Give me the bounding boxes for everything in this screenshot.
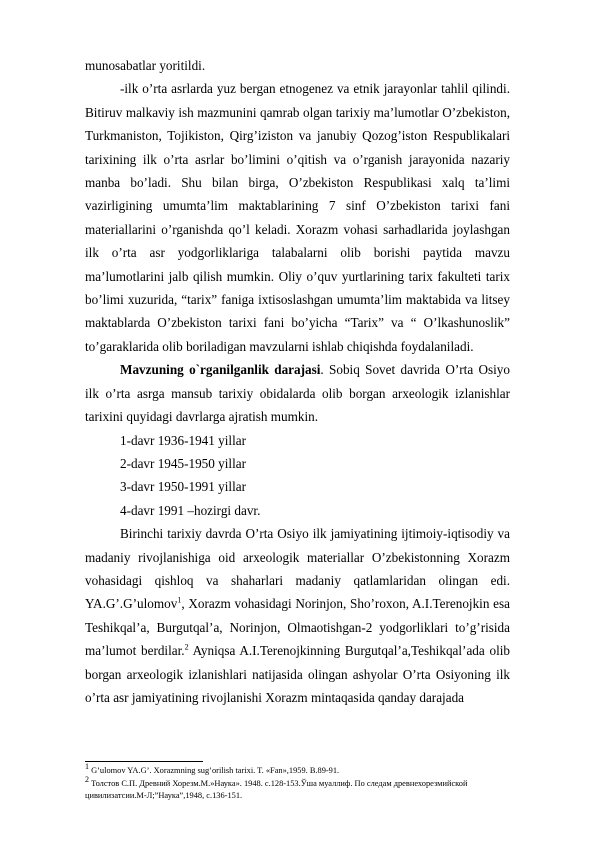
paragraph-text: . Sobiq Sovet davrida O’rta Osiyo ilk o’rta asrga mansub tarixiy obidalarda olib borgan arxeologik izlanishlar tarixini quyidagi davrlarga ajratish mumkin. — [85, 362, 510, 425]
footnote-ref[interactable]: 1 — [177, 595, 182, 605]
paragraph-first-period — [85, 522, 510, 709]
footnotes — [85, 762, 510, 803]
period-item: 2-davr 1945-1950 yillar — [120, 455, 246, 471]
footnote-ref[interactable]: 2 — [184, 642, 189, 652]
period-item: 3-davr 1950-1991 yillar — [120, 479, 246, 495]
document-body — [85, 54, 510, 709]
footnote-number: 2 — [85, 774, 89, 784]
footnote-divider — [85, 761, 203, 762]
paragraph-continuation: munosabatlar yoritildi. — [85, 58, 206, 73]
footnote-number: 1 — [85, 762, 89, 772]
footnote — [85, 762, 510, 778]
footnote-text: G’ulomov YA.G’. Xorazmning sug’orilish tarixi. T. «Fan»,1959. B.89-91. — [89, 766, 340, 775]
period-item: 4-davr 1991 –hozirgi davr. — [120, 502, 261, 518]
paragraph-study-level — [85, 358, 510, 428]
paragraph-text: , Xorazm vohasidagi Norinjon, Sho’roxon, A.I.Terenojkin esa Teshikqal’a, Burgutqal’a, Norinjon, Olmaotishgan-2 yodgorliklari to’g’risida ma’lumot berdilar. — [85, 596, 510, 659]
paragraph-significance: -ilk o’rta asrlarda yuz bergan etnogenez va etnik jarayonlar tahlil qilindi. Bitiruv malkaviy ish mazmunini qamrab olgan tarixiy ma’lumotlar O’zbekiston, Turkmaniston, Tojikiston, Qirg’iziston va janubiy Qozog’iston Respublikalari tarixining ilk o’rta asrlar bo’limini o’qitish va o’rganish jarayonida nazariy manba bo’ladi. Shu bilan birga, O’zbekiston Respublikasi xalq ta’limi vazirligining umumta’lim maktablarining 7 sinf O’zbekiston tarixi fani materiallarini o’rganishda qo’l keladi. Xorazm vohasi sarhadlarida joylashgan ilk o’rta asr yodgorliklariga talabalarni olib borishi paytida mavzu ma’lumotlarini jalb qilish mumkin. Oliy o’quv yurtlarining tarix fakulteti tarix bo’limi xuzurida, “tarix” faniga ixtisoslashgan umumta’lim maktabida va litsey maktablarda O’zbekiston tarixi fani bo’yicha “Tarix” va “ O’lkashunoslik” to’garaklarida olib boriladigan mavzularni ishlab chiqishda foydalaniladi. — [85, 81, 510, 354]
section-heading: Mavzuning o`rganilganlik darajasi — [120, 362, 321, 378]
paragraph-text: Ayniqsa A.I.Terenojkinning Burgutqal’a,Teshikqal’ada olib borgan arxeologik izlanishlari natijasida olingan ashyolar O’rta Osiyoning ilk o’rta asr jamiyatining rivojlanishi Xorazm mintaqasida qanday darajada — [85, 643, 510, 705]
footnote-text: Толстов С.П. Древний Хорезм.М.»Наука». 1948. с.128-153.Ўша муаллиф. По следам древнехорезмийской цивилизатсии.М-Л;”Наука”,1948, с.136-151. — [85, 778, 468, 801]
period-item: 1-davr 1936-1941 yillar — [120, 432, 246, 448]
footnote — [85, 774, 510, 803]
paragraph-text: Birinchi tarixiy davrda O’rta Osiyo ilk jamiyatining ijtimoiy-iqtisodiy va madaniy rivojlanishiga oid arxeologik materiallar O’zbekistonning Xorazm vohasidagi qishloq va shaharlari madaniy qatlamlaridan olingan edi. YA.G’.G’ulomov — [85, 526, 510, 612]
